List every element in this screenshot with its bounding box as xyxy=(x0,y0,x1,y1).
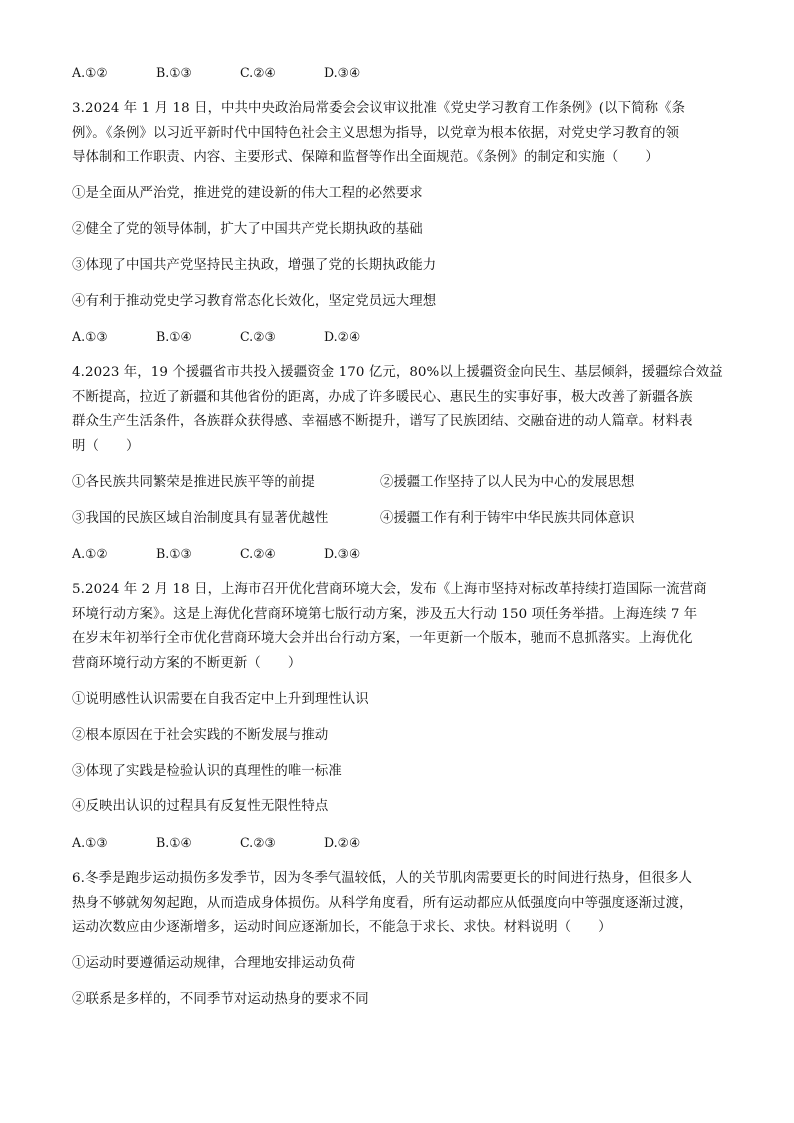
option-c: C.②③ xyxy=(240,329,276,344)
option-b: B.①④ xyxy=(156,835,192,850)
q5-statement-4: ④反映出认识的过程具有反复性无限性特点 xyxy=(72,799,329,814)
q4-stem-line: 群众生产生活条件，各族群众获得感、幸福感不断提升，谱写了民族团结、交融奋进的动人篇章。材料表 xyxy=(72,414,693,429)
q5-stem-line: 环境行动方案》。这是上海优化营商环境第七版行动方案，涉及五大行动 150 项任务举措。上海连续 7 年 xyxy=(72,607,698,622)
q5-stem-line: 5.2024 年 2 月 18 日，上海市召开优化营商环境大会，发布《上海市坚持对标改革持续打造国际一流营商 xyxy=(72,582,707,597)
option-d: D.③④ xyxy=(324,65,361,80)
q6-stem-line: 6.冬季是跑步运动损伤多发季节，因为冬季气温较低，人的关节肌肉需要更长的时间进行热身，但很多人 xyxy=(72,871,693,886)
q3-statement-2: ②健全了党的领导体制，扩大了中国共产党长期执政的基础 xyxy=(72,222,423,237)
q5-statement-1: ①说明感性认识需要在自我否定中上升到理性认识 xyxy=(72,692,369,707)
q5-statement-3: ③体现了实践是检验认识的真理性的唯一标准 xyxy=(72,764,342,779)
q3-statement-3: ③体现了中国共产党坚持民主执政，增强了党的长期执政能力 xyxy=(72,258,437,273)
q6-statement-2: ②联系是多样的，不同季节对运动热身的要求不同 xyxy=(72,992,369,1007)
option-a: A.①② xyxy=(72,65,108,80)
q4-stem-line: 不断提高，拉近了新疆和其他省份的距离，办成了许多暖民心、惠民生的实事好事，极大改善了新疆各族 xyxy=(72,390,693,405)
q3-stem-line: 导体制和工作职责、内容、主要形式、保障和监督等作出全面规范。《条例》的制定和实施（ ） xyxy=(72,150,659,165)
q6-stem-line: 运动次数应由少逐渐增多，运动时间应逐渐加长，不能急于求长、求快。材料说明（ ） xyxy=(72,920,612,935)
option-a: A.①② xyxy=(72,546,108,561)
q4-statement-4: ④援疆工作有利于铸牢中华民族共同体意识 xyxy=(380,511,635,526)
q4-stem-line: 4.2023 年，19 个援疆省市共投入援疆资金 170 亿元，80%以上援疆资金向民生、基层倾斜，援疆综合效益 xyxy=(72,365,723,380)
q5-stem-line: 在岁末年初举行全市优化营商环境大会并出台行动方案，一年更新一个版本，驰而不息抓落实。上海优化 xyxy=(72,631,693,646)
option-c: C.②③ xyxy=(240,835,276,850)
q3-statement-4: ④有利于推动党史学习教育常态化长效化，坚定党员远大理想 xyxy=(72,294,437,309)
option-a: A.①③ xyxy=(72,329,108,344)
q5-stem-line: 营商环境行动方案的不断更新（ ） xyxy=(72,656,302,671)
q3-stem-line: 例》。《条例》以习近平新时代中国特色社会主义思想为指导，以党章为根本依据，对党史学习教育的领 xyxy=(72,126,680,141)
q4-statement-1: ①各民族共同繁荣是推进民族平等的前提 xyxy=(72,475,315,490)
q3-statement-1: ①是全面从严治党，推进党的建设新的伟大工程的必然要求 xyxy=(72,186,423,201)
q6-statement-1: ①运动时要遵循运动规律，合理地安排运动负荷 xyxy=(72,956,356,971)
option-c: C.②④ xyxy=(240,546,276,561)
q4-stem-line: 明（ ） xyxy=(72,439,140,454)
option-d: D.②④ xyxy=(324,835,361,850)
option-c: C.②④ xyxy=(240,65,276,80)
option-b: B.①④ xyxy=(156,329,192,344)
option-b: B.①③ xyxy=(156,546,192,561)
option-d: D.③④ xyxy=(324,546,361,561)
q6-stem-line: 热身不够就匆匆起跑，从而造成身体损伤。从科学角度看，所有运动都应从低强度向中等强度逐渐过渡， xyxy=(72,896,693,911)
q4-statement-3: ③我国的民族区域自治制度具有显著优越性 xyxy=(72,511,329,526)
option-d: D.②④ xyxy=(324,329,361,344)
option-b: B.①③ xyxy=(156,65,192,80)
q3-stem-line: 3.2024 年 1 月 18 日，中共中央政治局常委会会议审议批准《党史学习教育工作条例》(以下简称《条 xyxy=(72,101,686,116)
q4-statement-2: ②援疆工作坚持了以人民为中心的发展思想 xyxy=(380,475,635,490)
q5-statement-2: ②根本原因在于社会实践的不断发展与推动 xyxy=(72,728,329,743)
option-a: A.①③ xyxy=(72,835,108,850)
